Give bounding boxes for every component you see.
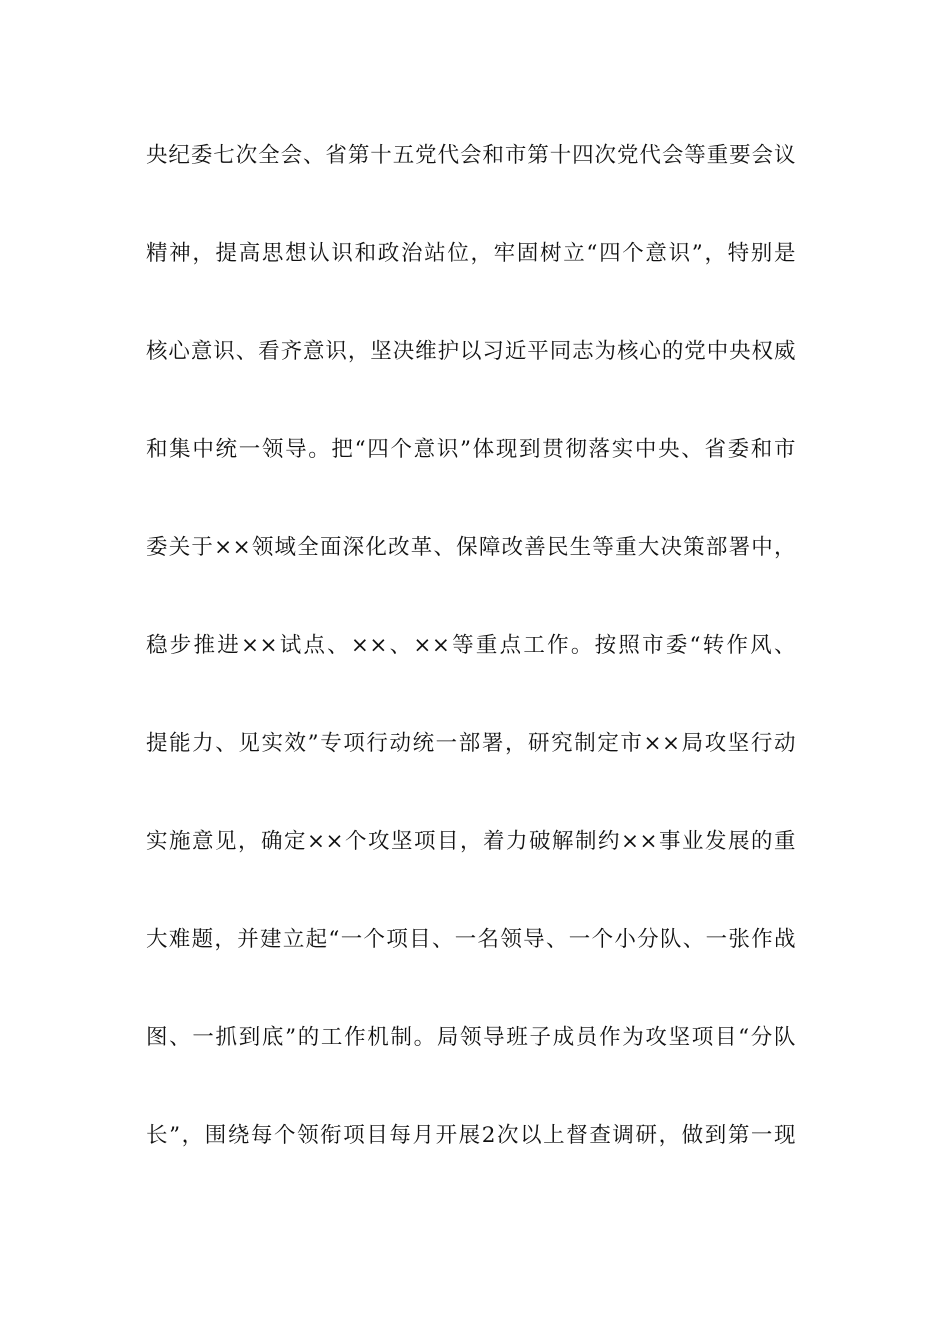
text-line: 提能力、见实效”专项行动统一部署，研究制定市××局攻坚行动 [146,731,796,756]
text-line: 和集中统一领导。把“四个意识”体现到贯彻落实中央、省委和市 [146,437,796,462]
text-line: 图、一抓到底”的工作机制。局领导班子成员作为攻坚项目“分队 [146,1025,796,1050]
text-line: 稳步推进××试点、××、××等重点工作。按照市委“转作风、 [146,633,796,658]
text-line: 长”，围绕每个领衔项目每月开展2次以上督查调研，做到第一现 [146,1123,796,1148]
text-line: 大难题，并建立起“一个项目、一名领导、一个小分队、一张作战 [146,927,796,952]
body-paragraph [146,128,796,1206]
text-line: 核心意识、看齐意识，坚决维护以习近平同志为核心的党中央权威 [146,339,796,364]
text-line: 精神，提高思想认识和政治站位，牢固树立“四个意识”，特别是 [146,241,796,266]
text-line: 实施意见，确定××个攻坚项目，着力破解制约××事业发展的重 [146,829,796,854]
text-line: 央纪委七次全会、省第十五党代会和市第十四次党代会等重要会议 [146,143,796,168]
text-line: 委关于××领域全面深化改革、保障改善民生等重大决策部署中， [146,535,796,560]
